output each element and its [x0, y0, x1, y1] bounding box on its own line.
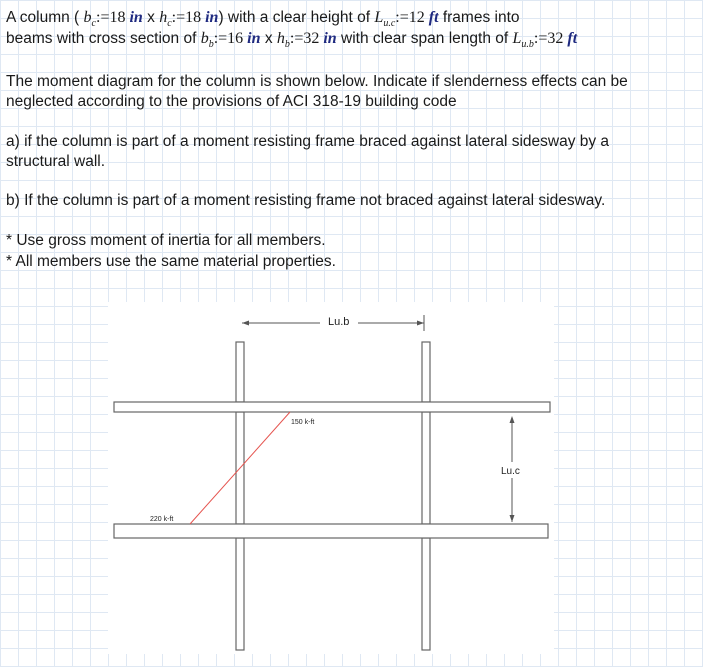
lower-beam: [114, 524, 548, 538]
paragraph-moment-diagram-line-2: neglected according to the provisions of ACI 318-19 building code: [6, 93, 457, 110]
lower-right-column: [422, 538, 430, 650]
paragraph-moment-diagram-line-1: The moment diagram for the column is shown below. Indicate if slenderness effects can be: [6, 73, 628, 90]
lub-arrow-right: [417, 321, 424, 326]
note-material-properties: * All members use the same material properties.: [6, 253, 336, 270]
moment-label-top: 150 k-ft: [291, 419, 315, 426]
upper-beam: [114, 402, 550, 412]
luc-arrow-top: [510, 416, 515, 423]
frame-moment-diagram: [108, 302, 554, 654]
luc-arrow-bottom: [510, 515, 515, 522]
note-gross-moment: * Use gross moment of inertia for all members.: [6, 232, 326, 249]
problem-line-2: beams with cross section of $b_b:=16$ in x $h_b:=32$ in with clear span length of $L_{u.b}:=32$ ft: [6, 30, 578, 51]
part-a-line-1: a) if the column is part of a moment resisting frame braced against lateral sidesway by a: [6, 133, 610, 150]
moment-label-bottom: 220 k-ft: [150, 516, 174, 523]
upper-right-column: [422, 342, 430, 402]
lub-label: Lu.b: [328, 316, 350, 328]
lub-arrow-left: [242, 321, 249, 326]
lower-left-column: [236, 538, 244, 650]
part-b: b) If the column is part of a moment resisting frame not braced against lateral sidesway.: [6, 192, 606, 209]
part-a-line-2: structural wall.: [6, 153, 106, 170]
luc-label: Lu.c: [501, 466, 520, 477]
upper-left-column: [236, 342, 244, 402]
problem-line-1: A column ( $b_c:=18$ in x $h_c:=18$ in) with a clear height of $L_{u.c}:=12$ ft frames into: [6, 9, 520, 30]
middle-right-column: [422, 412, 430, 524]
